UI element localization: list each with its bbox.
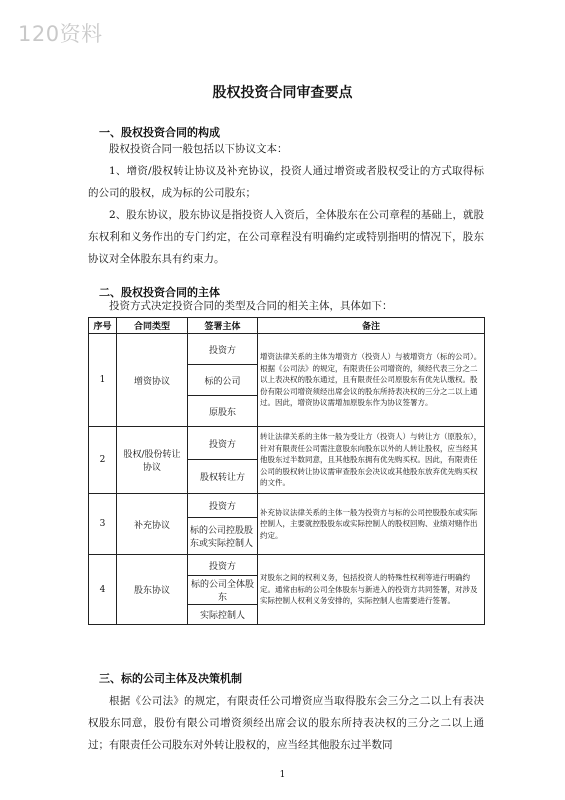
- row-type: 股东协议: [117, 555, 188, 625]
- document-title: 股权投资合同审查要点: [212, 85, 353, 101]
- section3-heading: 三、标的公司主体及决策机制: [99, 672, 242, 685]
- row-party: 投资方: [188, 334, 258, 365]
- table-row: [89, 427, 485, 460]
- row-party: 实际控制人: [188, 605, 258, 625]
- header-parties: 签署主体: [188, 318, 258, 334]
- section2-intro: 投资方式决定投资合同的类型及合同的相关主体，具体如下：: [109, 300, 393, 312]
- row-party: 投资方: [188, 427, 258, 460]
- row-party: 标的公司全体股东: [188, 576, 258, 605]
- row-type: 增资协议: [117, 334, 188, 427]
- row-no: 4: [89, 555, 117, 625]
- row-type: 股权/股份转让协议: [117, 427, 188, 494]
- table-row: [89, 334, 485, 365]
- row-note: 转让法律关系的主体一般为受让方（投资人）与转让方（原股东），针对有限责任公司需注意股东向股东以外的人转让股权，应当经其他股东过半数同意，且其他股东拥有优先购买权。因此，有限责任公司的股权转让协议需审查股东会决议或其他股东放弃优先购买权的文件。: [258, 427, 485, 494]
- watermark-logo: 120资料: [18, 22, 103, 46]
- row-type: 补充协议: [117, 494, 188, 555]
- section2-heading: 二、股权投资合同的主体: [99, 286, 220, 299]
- row-no: 1: [89, 334, 117, 427]
- row-note: 增资法律关系的主体为增资方（投资人）与被增资方（标的公司）。根据《公司法》的规定，有限责任公司增资的，须经代表三分之二以上表决权的股东通过，且有限责任公司原股东有优先认缴权。股份有限公司增资须经出席会议的股东所持表决权的三分之二以上通过。因此，增资协议需增加原股东作为协议签署方。: [258, 334, 485, 427]
- section3-para: 根据《公司法》的规定，有限责任公司增资应当取得股东会三分之二以上有表决权股东同意，股份有限公司增资须经出席会议的股东所持表决权的三分之二以上通过；有限责任公司股东对外转让股权的，应当经其他股东过半数同: [88, 695, 484, 751]
- page-number: 1: [279, 770, 286, 780]
- header-no: 序号: [89, 318, 117, 334]
- section1-item2: 2、股东协议，股东协议是指投资人入资后，全体股东在公司章程的基础上，就股东权利和义务作出的专门约定，在公司章程没有明确约定或特别指明的情况下，股东协议对全体股东具有约束力。: [88, 209, 484, 265]
- row-party: 标的公司: [188, 365, 258, 396]
- table-row: [89, 555, 485, 576]
- row-party: 投资方: [188, 555, 258, 576]
- row-note: 补充协议法律关系的主体一般为投资方与标的公司控股股东或实际控制人，主要就控股股东或实际控制人的股权回购、业绩对赌作出约定。: [258, 494, 485, 555]
- table-row: [89, 494, 485, 518]
- row-party: 标的公司控股股东或实际控制人: [188, 518, 258, 555]
- row-no: 3: [89, 494, 117, 555]
- row-party: 股权转让方: [188, 460, 258, 494]
- header-type: 合同类型: [117, 318, 188, 334]
- table-header-row: [89, 318, 485, 334]
- section1-heading: 一、股权投资合同的构成: [99, 126, 220, 139]
- row-note: 对股东之间的权利义务，包括投资人的特殊性权利等进行明确约定。通常由标的公司全体股东与新进入的投资方共同签署，对涉及实际控制人权利义务安排的，实际控制人也需要进行签署。: [258, 555, 485, 625]
- row-party: 投资方: [188, 494, 258, 518]
- section1-intro: 股权投资合同一般包括以下协议文本：: [109, 143, 288, 155]
- header-note: 备注: [258, 318, 485, 334]
- contract-subject-table: [88, 317, 485, 625]
- row-no: 2: [89, 427, 117, 494]
- row-party: 原股东: [188, 396, 258, 427]
- section1-item1: 1、增资/股权转让协议及补充协议，投资人通过增资或者股权受让的方式取得标的公司的股权，成为标的公司股东；: [88, 165, 484, 199]
